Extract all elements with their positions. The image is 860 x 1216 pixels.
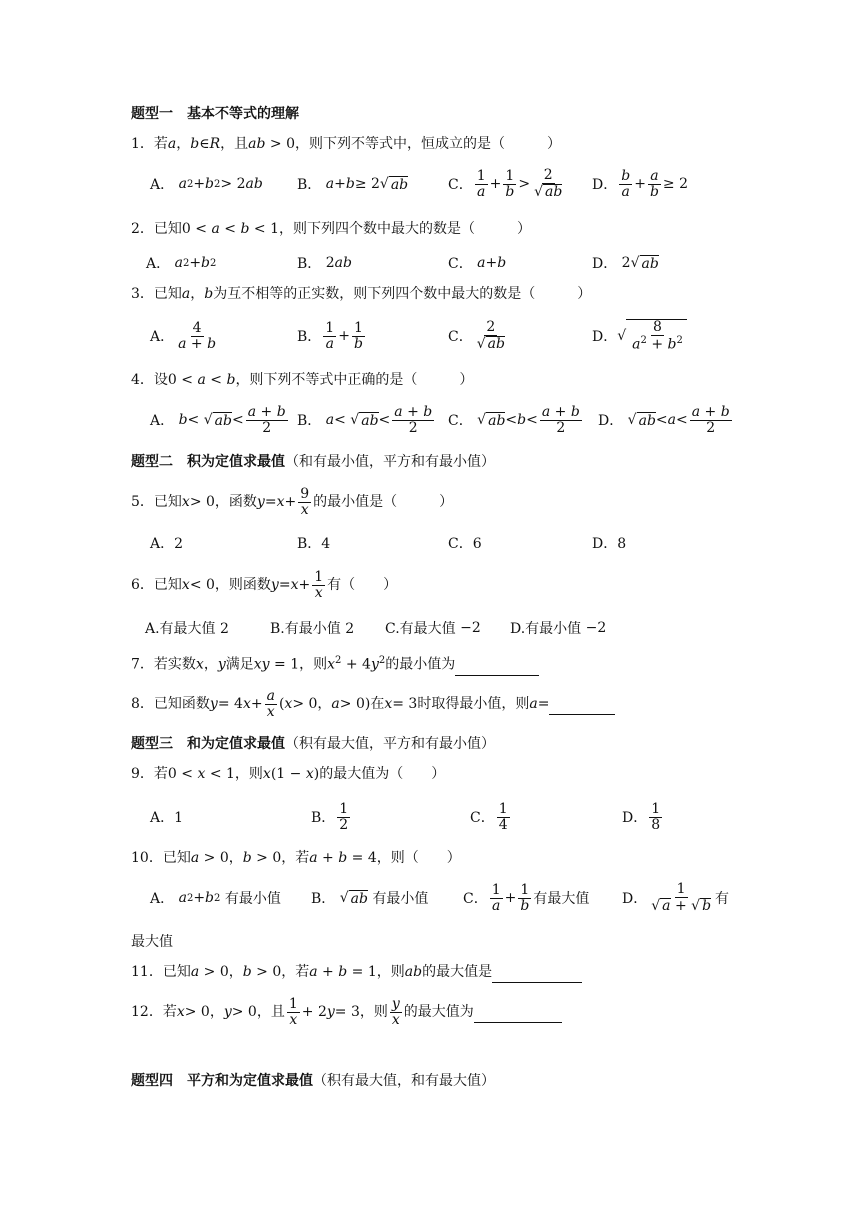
option-a[interactable]: A． a 2 + b 2	[146, 255, 217, 272]
option-a[interactable]: A． $\frac{4}{a + b}$	[150, 319, 217, 352]
section-4-heading: 题型四 平方和为定值求最值（积有最大值，和有最大值）	[131, 1073, 495, 1089]
question-1-options	[150, 162, 750, 206]
option-c[interactable]: C． $\frac{1}{a}$ + $\frac{1}{b}$ 有最大值	[463, 881, 590, 914]
question-4-options	[150, 398, 750, 442]
option-c[interactable]: C． $\frac{1}{4}$	[470, 800, 508, 833]
option-d[interactable]: D．8	[592, 536, 627, 552]
option-d[interactable]: D． 2√ ab	[592, 255, 659, 272]
question-10-options	[150, 876, 740, 920]
question-12: 12．若 x > 0 ， y > 0 ，且 $\frac{1}{x}$ + 2 y = 3 ，则 $\frac{y}{x}$ 的最大值为	[131, 990, 562, 1034]
option-b[interactable]: B． $\frac{1}{a}$ + $\frac{1}{b}$	[297, 319, 363, 352]
question-7: 7．若实数x，y满足xy = 1，则$x^2 + 4y^2$的最小值为	[131, 651, 539, 676]
question-10-wrap: 最大值	[131, 934, 173, 950]
question-9-options	[150, 795, 750, 839]
option-d[interactable]: D.有最小值 −2	[510, 620, 607, 637]
option-d[interactable]: D． $\frac{1}{√ a + √ b}$ 有	[622, 881, 730, 914]
question-10: 10．已知a > 0，b > 0，若a + b = 4，则（ ）	[131, 850, 461, 866]
question-6: 6．已知 x < 0 ，则函数 y = x + $\frac{1}{x}$ 有（ ）	[131, 568, 398, 601]
option-b[interactable]: B． a + b ≥ 2√ ab	[297, 176, 409, 193]
answer-blank[interactable]	[549, 694, 615, 715]
section-3-heading: 题型三 和为定值求最值（积有最大值，平方和有最小值）	[131, 736, 495, 752]
option-b[interactable]: B．4	[297, 536, 331, 552]
option-d[interactable]: D． √ $\frac{8}{a^2 + b^2}$	[592, 314, 687, 358]
question-4: 4．设0 < a < b，则下列不等式中正确的是（ ）	[131, 372, 474, 388]
answer-blank[interactable]	[455, 655, 539, 676]
option-c[interactable]: C． √ ab < b < $\frac{a + b}{2}$	[448, 403, 580, 436]
question-5-options	[150, 521, 750, 565]
section-2-heading: 题型二 积为定值求最值（和有最小值，平方和有最小值）	[131, 454, 495, 470]
option-c[interactable]: C．6	[448, 536, 482, 552]
option-a[interactable]: A．2	[150, 536, 184, 552]
option-b[interactable]: B． $\frac{1}{2}$	[311, 800, 349, 833]
option-a[interactable]: A． b < √ ab < $\frac{a + b}{2}$	[150, 403, 286, 436]
question-6-options	[145, 606, 745, 650]
option-a[interactable]: A． a 2 + b 2 有最小值	[150, 890, 281, 907]
question-2: 2．已知0 < a < b < 1，则下列四个数中最大的数是（ ）	[131, 221, 531, 237]
option-b[interactable]: B． 2 ab	[297, 255, 352, 272]
answer-blank[interactable]	[492, 962, 582, 983]
question-3-options	[150, 314, 750, 358]
question-2-options	[146, 241, 750, 285]
question-11: 11．已知a > 0，b > 0，若a + b = 1，则ab的最大值是	[131, 962, 582, 983]
option-a[interactable]: A．1	[150, 810, 184, 826]
option-c[interactable]: C.有最大值 −2	[385, 620, 481, 637]
option-b[interactable]: B． √ ab 有最小值	[311, 890, 429, 907]
question-3: 3．已知a，b为互不相等的正实数，则下列四个数中最大的数是（ ）	[131, 286, 592, 302]
question-5: 5．已知 x > 0 ，函数 y = x + $\frac{9}{x}$ 的最小值是（ ）	[131, 485, 454, 518]
question-8: 8．已知函数 y = 4 x + $\frac{a}{x}$ ( x > 0， a > 0) 在 x = 3 时取得最小值，则 a =	[131, 682, 615, 726]
question-9: 9．若0 < x < 1，则x(1 − x)的最大值为（ ）	[131, 766, 446, 782]
option-a[interactable]: A.有最大值 2	[145, 621, 229, 637]
option-d[interactable]: D． √ ab < a < $\frac{a + b}{2}$	[598, 403, 730, 436]
answer-blank[interactable]	[474, 1002, 562, 1023]
question-1: 1．若a，b∈R，且ab > 0，则下列不等式中，恒成立的是（ ）	[131, 136, 562, 152]
option-d[interactable]: D． $\frac{1}{8}$	[622, 800, 661, 833]
option-c[interactable]: C． a + b	[448, 255, 507, 272]
option-c[interactable]: C． $\frac{2}{√ ab}$	[448, 319, 505, 352]
option-d[interactable]: D． $\frac{b}{a}$ + $\frac{a}{b}$ ≥ 2	[592, 167, 688, 200]
option-a[interactable]: A． a 2 + b 2 > 2 ab	[150, 176, 263, 193]
option-b[interactable]: B． a < √ ab < $\frac{a + b}{2}$	[297, 403, 433, 436]
option-c[interactable]: C． $\frac{1}{a}$ + $\frac{1}{b}$ > $\frac{2}{√ ab}$	[448, 167, 563, 200]
section-1-heading: 题型一 基本不等式的理解	[131, 106, 299, 122]
option-b[interactable]: B.有最小值 2	[270, 621, 355, 637]
